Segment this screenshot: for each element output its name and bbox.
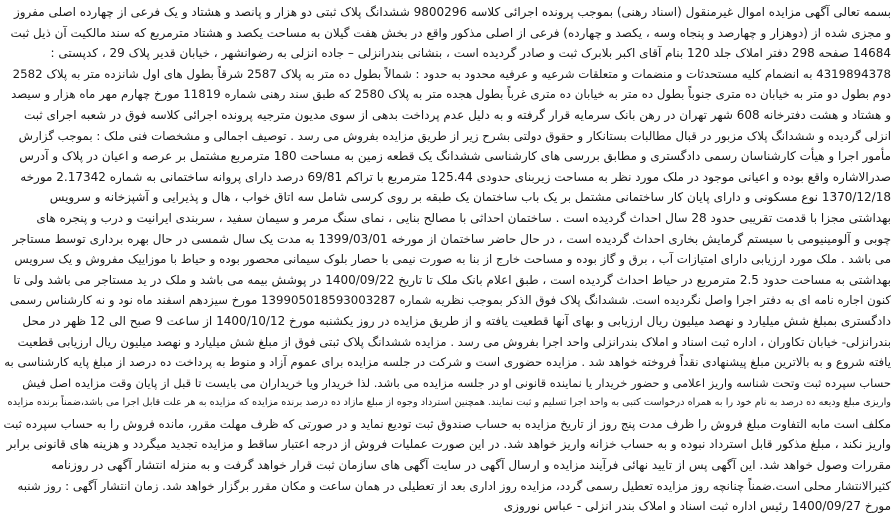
notice-line: می باشد . ملک مورد ارزیابی دارای امتیازات آب ، برق و گاز بوده و مساحت خارج از بنا به صورت نیمی با حصار بلوک سیمانی محصور بوده و حیاط با موزاییک مفروش و یک سرویس [14, 252, 891, 267]
notice-line: مقررات وصول خواهد شد. این آگهی پس از تایید نهائی فرآیند مزایده و ارسال آگهی در سایت آگهی های سازمان ثبت قرار خواهد گرفت و به منزله انتشار آگهی در روزنامه [51, 458, 891, 473]
notice-line: دوم بطول دو متر به خیابان ده متری جنوباً بطول ده متر به خیابان ده متری غرباً بطول هجده متر به پلاک 2580 که طبق سند رهنی شماره 11819 مورخ چهارم مهر ماه هزار و سیصد [11, 87, 891, 102]
notice-line: دادگستری بمبلغ شش میلیارد و نهصد میلیون ریال ارزیابی و بهای آنها قطعیت یافته و از طریق مزایده در روز یکشنبه مورخ 1400/10/12 از ساعت 9 صبح الی 12 ظهر در محل [22, 313, 891, 328]
notice-line: و مجزی شده از (دوهزار و چهارصد و پنجاه وسه ، یکصد و چهارده) فرعی از اصلی مذکور واقع در بخش هفت گیلان به مساحت یکصد و هشتاد مترمربع که سند مالکیت آن ذیل ثبت [10, 25, 891, 40]
notice-line: مورخ 1400/09/27 رئیس اداره ثبت اسناد و املاک بندر انزلی - عباس نوروزی [503, 499, 891, 514]
notice-line: چوبی و آلومینیومی با سیستم گرمایش بخاری احداث گردیده است ، در حال حاضر ساختمان از مورخه 1399/03/01 به مدت یک سال شمسی در حال بهره برداری توسط مستاجر [12, 231, 891, 246]
notice-line: کنون اجاره نامه ای به دفتر اجرا واصل نگردیده است. ششدانگ پلاک فوق الذکر بموجب نظریه شماره 139905018593003287 مورخ سیزدهم اسفند ماه نود و نه کارشناس رسمی [9, 293, 891, 308]
notice-line: صدرالاشاره واقع بوده و اعیانی موجود در ملک مورد نظر به مساحت زیربنای حدودی 125.44 مترمربع با تراکم 69/81 درصد دارای پروانه ساختمانی به شماره 2.17342 مورخه [20, 169, 891, 184]
notice-line: بسمه تعالی آگهی مزایده اموال غیرمنقول (اسناد رهنی) بموجب پرونده اجرائی کلاسه 9800296 ششدانگ پلاک ثبتی دو هزار و پانصد و هشتاد و یک فرعی از چهارده اصلی مفروز [13, 5, 891, 19]
notice-line: بهداشتی به مساحت حدود 2.5 مترمربع در حیاط احداث گردیده است ، طبق اعلام بانک ملک تا تاریخ 1400/09/22 در پوشش بیمه می باشد و ملک در ید مستاجر می باشد ولی تا [13, 272, 891, 287]
notice-line: و هشتاد و هشت دفترخانه 608 شهر تهران در رهن بانک سرمایه قرار گرفته و به دلیل عدم پرداخت بدهی از سوی مدیون مترجیه پرونده اجرائی کلاسه فوق در شعبه اجرای ثبت [23, 107, 891, 122]
notice-line: کثیرالانتشار محلی است.ضمناً چنانچه روز مزایده تعطیل رسمی گردد، مزایده روز اداری بعد از تعطیلی در همان ساعت و مکان مقرر برگزار خواهد شد. زمان انتشار آگهی : روز شنبه [17, 478, 891, 493]
notice-line: حساب سپرده ثبت وتحت شناسه واریز اعلامی و حضور خریدار یا نماینده قانونی او در جلسه مزایده می باشد. لذا خریدار ویا خریداران می بایست تا قبل از پایان وقت مزایده اصل فیش [22, 375, 891, 390]
notice-line: مأمور اجرا و هیأت کارشناسان رسمی دادگستری و مطابق بررسی های کارشناسی ششدانگ یک قطعه زمین به مساحت 180 مترمربع مشتمل بر عرصه و اعیان در پلاک و آدرس [19, 149, 891, 164]
notice-line: یافته شروع و به بالاترین مبلغ پیشنهادی نقداً فروخته خواهد شد . مزایده حضوری است و شرکت در جلسه مزایده برای عموم آزاد و منوط به پرداخت ده درصد از مبلغ پایه کارشناسی به [4, 355, 891, 370]
notice-line: بهداشتی مجزا با قدمت تقریبی حدود 28 سال احداث گردیده است . ساختمان احداثی با مصالح بنایی ، نمای سنگ مرمر و سیمان سفید ، سربندی ایرانیت و درب و پنجره های [36, 210, 891, 225]
notice-line: واریز نکند ، مبلغ مذکور قابل استرداد نبوده و به حساب خزانه واریز خواهد شد. در این صورت عملیات فروش از درجه اعتبار ساقط و مزایده تجدید میگردد و هزینه های قانونی برابر [6, 437, 891, 452]
notice-line: بندرانزلی- خیابان تکاوران ، اداره ثبت اسناد و املاک بندرانزلی واحد اجرا بفروش می رسد . مزایده ششدانگ پلاک ثبتی فوق از مبلغ شش میلیارد و نهصد میلیون ریال ارزیابی قطعیت [17, 334, 891, 349]
notice-line: 1370/12/18 نوع مسکونی و دارای پایان کار ساختمانی مشتمل بر یک باب ساختمان یک طبقه بر روی کرسی شامل سه اتاق خواب ، هال و پذیرایی و آشپزخانه و سرویس [49, 190, 891, 205]
notice-line: انزلی گردیده و ششدانگ پلاک مزبور در قبال مطالبات بستانکار و حقوق دولتی بشرح زیر از طریق مزایده بفروش می رسد . توصیف اجمالی و مشخصات فنی ملک : بموجب گزارش [18, 128, 891, 143]
notice-line: مکلف است مابه التفاوت مبلغ فروش را ظرف مدت پنج روز از تاریخ مزایده به حساب صندوق ثبت تودیع نماید و در صورتی که ظرف مهلت مقرر، مانده فروش را به حساب سپرده ثبت [4, 416, 891, 431]
notice-line: واریزی مبلغ ودیعه ده درصد به نام خود را به همراه درخواست کتبی به واحد اجرا تسلیم و ثبت نمایند. همچنین استرداد وجوه از مبلغ مازاد ده درصد برنده مزایده که مزایده به هر علت قابل اجرا می باشد،ضمناً برنده مزایده [7, 397, 891, 409]
notice-line: 4319894378 به انضمام کلیه مستحدثات و منضمات و متعلقات شرعیه و عرفیه محدود به حدود : شمالاً بطول ده متر به پلاک 2587 شرقاً بطول های اول شانزده متر به پلاک 2582 [12, 66, 891, 81]
auction-notice-body [4, 2, 891, 517]
notice-line: 14684 صفحه 298 دفتر املاک جلد 120 بنام آقای اکبر بلابرک ثبت و صادر گردیده است ، بنشانی بندرانزلی – جاده انزلی به رضوانشهر ، خیابان قدیر پلاک 29 ، کدپستی : [50, 46, 891, 61]
